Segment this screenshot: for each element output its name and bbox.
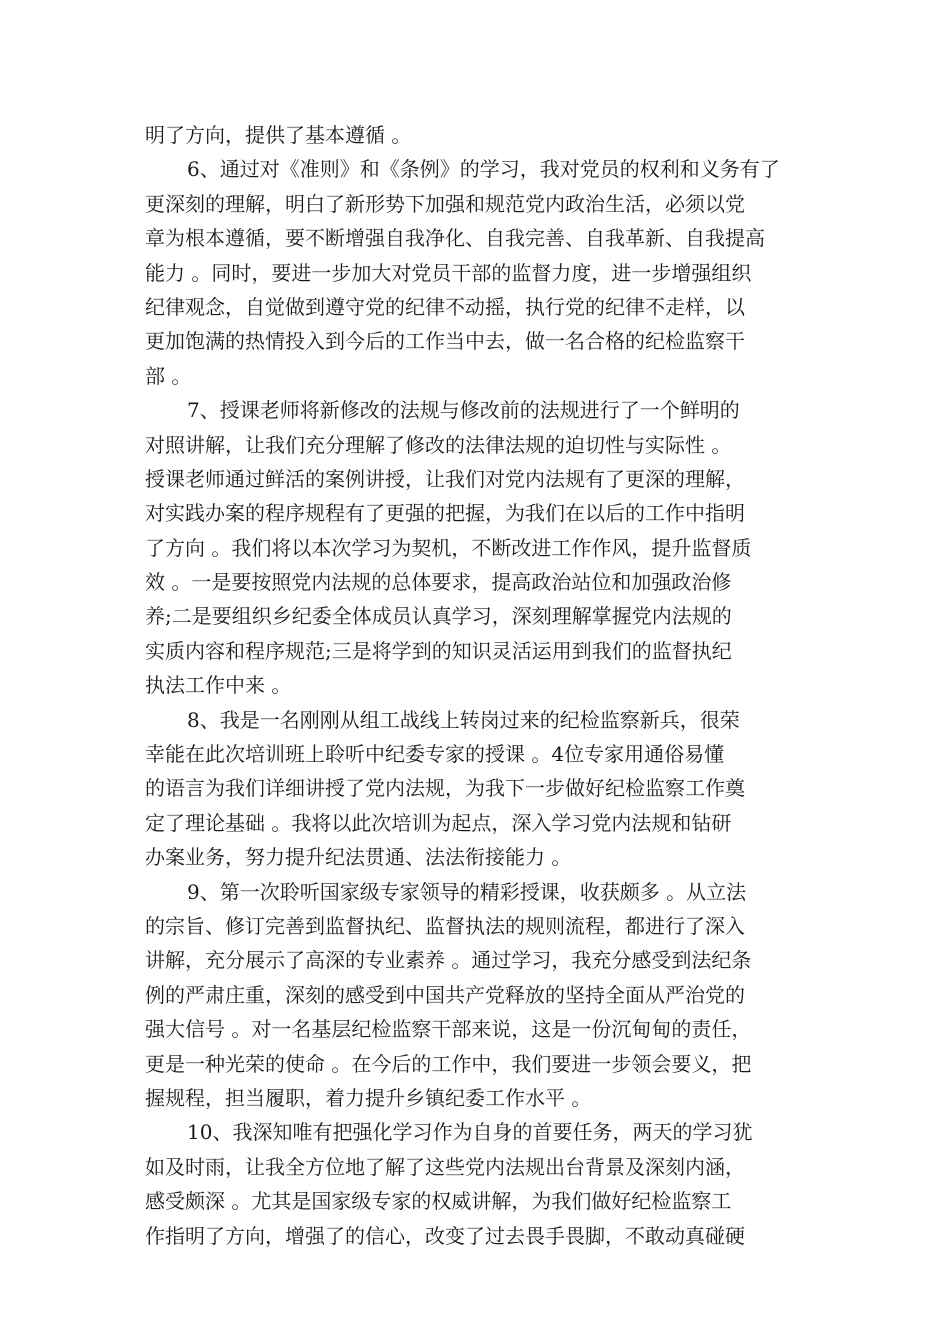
text-line: 10、我深知唯有把强化学习作为自身的首要任务，两天的学习犹 — [187, 1120, 753, 1145]
text-line: 讲解，充分展示了高深的专业素养 。通过学习，我充分感受到法纪条 — [145, 948, 752, 973]
text-line: 的语言为我们详细讲授了党内法规，为我下一步做好纪检监察工作奠 — [145, 776, 745, 801]
text-line: 了方向 。我们将以本次学习为契机，不断改进工作作风，提升监督质 — [145, 535, 752, 560]
text-line: 实质内容和程序规范;三是将学到的知识灵活运用到我们的监督执纪 — [145, 638, 732, 663]
text-line: 部 。 — [145, 363, 192, 388]
text-line: 执法工作中来 。 — [145, 673, 292, 698]
text-line: 强大信号 。对一名基层纪检监察干部来说，这是一份沉甸甸的责任， — [145, 1017, 752, 1042]
document-body — [145, 118, 810, 1253]
text-line: 作指明了方向，增强了的信心，改变了过去畏手畏脚，不敢动真碰硬 — [145, 1223, 745, 1248]
text-line: 对实践办案的程序规程有了更强的把握，为我们在以后的工作中指明 — [145, 501, 745, 526]
text-line: 授课老师通过鲜活的案例讲授，让我们对党内法规有了更深的理解， — [145, 466, 745, 491]
text-line: 能力 。同时，要进一步加大对党员干部的监督力度，进一步增强组织 — [145, 260, 752, 285]
text-line: 6、通过对《准则》和《条例》的学习，我对党员的权利和义务有了 — [187, 157, 780, 182]
text-line: 如及时雨，让我全方位地了解了这些党内法规出台背景及深刻内涵， — [145, 1154, 745, 1179]
text-line: 感受颇深 。尤其是国家级专家的权威讲解，为我们做好纪检监察工 — [145, 1189, 732, 1214]
text-line: 章为根本遵循，要不断增强自我净化、自我完善、自我革新、自我提高 — [145, 226, 765, 251]
text-line: 更是一种光荣的使命 。在今后的工作中，我们要进一步领会要义，把 — [145, 1051, 752, 1076]
text-line: 明了方向，提供了基本遵循 。 — [145, 123, 412, 147]
text-line: 例的严肃庄重，深刻的感受到中国共产党释放的坚持全面从严治党的 — [145, 982, 745, 1007]
text-line: 更加饱满的热情投入到今后的工作当中去，做一名合格的纪检监察干 — [145, 329, 745, 354]
text-line: 更深刻的理解，明白了新形势下加强和规范党内政治生活，必须以党 — [145, 191, 745, 216]
text-line: 握规程，担当履职，着力提升乡镇纪委工作水平 。 — [145, 1085, 592, 1110]
text-line: 纪律观念，自觉做到遵守党的纪律不动摇，执行党的纪律不走样，以 — [145, 294, 745, 319]
text-line: 9、第一次聆听国家级专家领导的精彩授课，收获颇多 。从立法 — [187, 879, 747, 904]
text-line: 幸能在此次培训班上聆听中纪委专家的授课 。4位专家用通俗易懂 — [145, 742, 725, 767]
text-line: 8、我是一名刚刚从组工战线上转岗过来的纪检监察新兵，很荣 — [187, 707, 740, 732]
text-line: 效 。一是要按照党内法规的总体要求，提高政治站位和加强政治修 — [145, 570, 732, 595]
text-line: 对照讲解，让我们充分理解了修改的法律法规的迫切性与实际性 。 — [145, 432, 732, 457]
text-line: 办案业务，努力提升纪法贯通、法法衔接能力 。 — [145, 845, 572, 870]
text-line: 7、授课老师将新修改的法规与修改前的法规进行了一个鲜明的 — [187, 398, 740, 423]
text-line: 养;二是要组织乡纪委全体成员认真学习，深刻理解掌握党内法规的 — [145, 604, 732, 629]
text-line: 的宗旨、修订完善到监督执纪、监督执法的规则流程，都进行了深入 — [145, 913, 745, 938]
text-line: 定了理论基础 。我将以此次培训为起点，深入学习党内法规和钻研 — [145, 810, 732, 835]
